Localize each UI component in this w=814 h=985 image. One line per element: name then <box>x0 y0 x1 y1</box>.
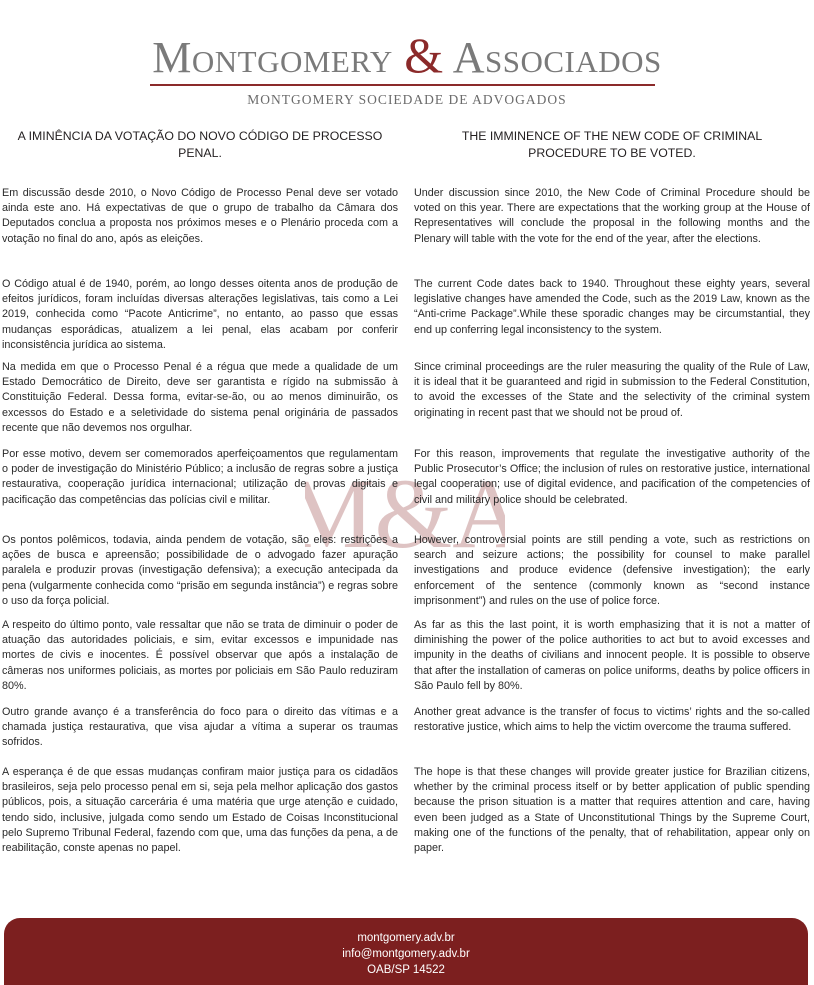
paragraph-pt-1: Em discussão desde 2010, o Novo Código de Processo Penal deve ser votado ainda este ano. Há expectativas de que o grupo de trabalho da Câmara dos Deputados conclua a proposta nos próximos meses e o Plenário proceda com a votação no final do ano, após as eleições. <box>2 187 398 245</box>
paragraph-pt-5: Os pontos polêmicos, todavia, ainda pendem de votação, são eles: restrições a ações de busca e apreensão; possibilidade de o advogado fazer apuração paralela e produzir provas (investigação defensiva); a execução antecipada da pena (vulgarmente conhecida como “prisão em segunda instância”) e regras sobre o uso da força policial. <box>2 534 398 607</box>
article-title-pt: A IMINÊNCIA DA VOTAÇÃO DO NOVO CÓDIGO DE PROCESSO PENAL. <box>17 129 383 160</box>
paragraph-pt-6: A respeito do último ponto, vale ressaltar que não se trata de diminuir o poder de atuação das autoridades policiais, e sim, evitar excessos e impunidade nas mortes de civis e inocentes. É possível observar que após a instalação de câmeras nos uniformes policiais, as mortes por policiais em São Paulo reduziram 80%. <box>2 619 398 692</box>
header-divider <box>150 84 655 86</box>
oab-registration: OAB/SP 14522 <box>367 964 445 976</box>
watermark-text: M&A <box>305 458 505 565</box>
firm-subtitle: MONTGOMERY SOCIEDADE DE ADVOGADOS <box>247 92 567 107</box>
paragraph-en-1: Under discussion since 2010, the New Code of Criminal Procedure should be voted on this year. There are expectations that the working group at the House of Representatives will conclude the proposal in the following months and the Plenary will table with the vote for the end of the year, after the elections. <box>414 187 810 245</box>
firm-name-right: Associados <box>452 33 662 82</box>
paragraph-en-2: The current Code dates back to 1940. Throughout these eighty years, several legislative changes have amended the Code, such as the 2019 Law, known as the “Anti-crime Package”.While these sporadic changes may be circumstantial, they end up conferring legal inconsistency to the system. <box>414 278 810 336</box>
paragraph-en-6: As far as this the last point, it is worth emphasizing that it is not a matter of diminishing the power of the police authorities to act but to avoid excesses and impunity in the deaths of civilians and innocent people. It is possible to observe that after the installation of cameras on police uniforms, deaths by police officers in São Paulo fell by 80%. <box>414 619 810 692</box>
paragraph-en-5: However, controversial points are still pending a vote, such as restrictions on search and seizure actions; the possibility for counsel to make parallel investigations and produce evidence (defensive investigation); the early enforcement of the sentence (commonly known as “second instance imprisonment”) and rules on the use of police force. <box>414 534 810 607</box>
firm-name-left: Montgomery <box>152 33 393 82</box>
paragraph-pt-4: Por esse motivo, devem ser comemorados aperfeiçoamentos que regulamentam o poder de investigação do Ministério Público; a inclusão de regras sobre a justiça restaurativa, cooperação jurídica internacional; utilização de provas digitais e pacificação das competências das polícias civil e militar. <box>2 448 398 506</box>
paragraph-pt-7: Outro grande avanço é a transferência do foco para o direito das vítimas e a chamada justiça restaurativa, que visa ajudar a vítima a superar os traumas sofridos. <box>2 706 398 749</box>
paragraph-en-4: For this reason, improvements that regulate the investigative authority of the Public Prosecutor’s Office; the inclusion of rules on restorative justice, international legal cooperation; use of digital evidence, and pacification of the competencies of civil and military police should be celebrated. <box>414 448 810 506</box>
paragraph-en-3: Since criminal proceedings are the ruler measuring the quality of the Rule of Law, it is ideal that it be guaranteed and rigid in submission to the Federal Constitution, to avoid the excesses of the State and the selectivity of the criminal system originating in recent past that we should not be proud of. <box>414 361 810 419</box>
letterhead <box>0 0 814 120</box>
portuguese-column <box>2 128 398 855</box>
paragraph-pt-2: O Código atual é de 1940, porém, ao longo desses oitenta anos de produção de efeitos jurídicos, foram incluídas diversas alterações legislativas, tais como a Lei 2019, conhecida como “Pacote Anticrime”, no entanto, ao passo que essas mudanças esporádicas, atualizem a lei penal, elas acabam por conferir inconsistência jurídica ao sistema. <box>2 278 398 351</box>
article-title-en: THE IMMINENCE OF THE NEW CODE OF CRIMINAL PROCEDURE TO BE VOTED. <box>461 129 763 160</box>
firm-ampersand: & <box>404 27 444 83</box>
firm-name <box>0 27 814 83</box>
footer-banner <box>4 918 808 985</box>
english-column <box>414 128 810 855</box>
website-link[interactable]: montgomery.adv.br <box>357 932 455 944</box>
paragraph-en-8: The hope is that these changes will provide greater justice for Brazilian citizens, whether by the criminal process itself or by better application of public spending because the prison situation is a matter that requires attention and care, having even been judged as a State of Unconstitutional Things by the Supreme Court, making one of the functions of the penalty, that of rehabilitation, appear only on paper. <box>414 766 810 855</box>
paragraph-pt-8: A esperança é de que essas mudanças confiram maior justiça para os cidadãos brasileiros, seja pelo processo penal em si, seja pela melhor aplicação dos gastos públicos, pois, a situação carcerária é uma matéria que urge atenção e cuidado, tendo sido, inclusive, julgada como sendo um Estado de Coisas Inconstitucional pelo Supremo Tribunal Federal, fazendo com que, uma das funções da pena, a de reabilitação, conste apenas no papel. <box>2 766 398 855</box>
email-link[interactable]: info@montgomery.adv.br <box>342 948 470 960</box>
paragraph-en-7: Another great advance is the transfer of focus to victims’ rights and the so-called restorative justice, which aims to help the victim overcome the trauma suffered. <box>414 706 810 734</box>
paragraph-pt-3: Na medida em que o Processo Penal é a régua que mede a qualidade de um Estado Democrático de Direito, deve ser garantista e rígido na submissão à Constituição Federal. Dessa forma, evitar-se-ão, ou ao menos diminuirão, os excessos do Estado e a seletividade do sistema penal originária de passados recente que não devemos nos orgulhar. <box>2 361 398 434</box>
